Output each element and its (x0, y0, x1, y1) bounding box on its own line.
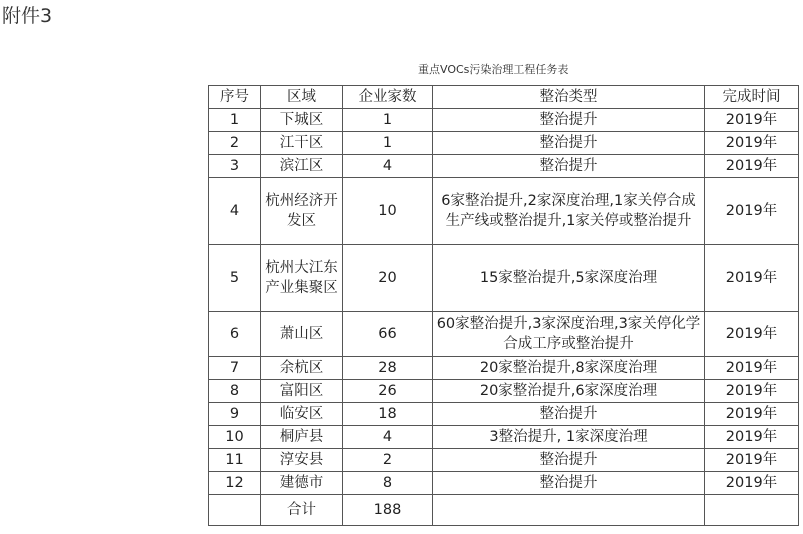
cell-area: 淳安县 (261, 449, 343, 472)
cell-type: 整治提升 (433, 132, 705, 155)
cell-area: 滨江区 (261, 155, 343, 178)
table-caption: 重点VOCs污染治理工程任务表 (418, 63, 569, 76)
table-row (209, 380, 799, 403)
cell-time: 2019年 (705, 245, 799, 312)
cell-area: 建德市 (261, 472, 343, 495)
table-row (209, 155, 799, 178)
header-time: 完成时间 (705, 86, 799, 109)
cell-count: 20 (343, 245, 433, 312)
total-count: 188 (343, 495, 433, 526)
cell-index: 12 (209, 472, 261, 495)
cell-time: 2019年 (705, 132, 799, 155)
cell-count: 28 (343, 357, 433, 380)
cell-time: 2019年 (705, 472, 799, 495)
cell-count: 8 (343, 472, 433, 495)
cell-area: 富阳区 (261, 380, 343, 403)
cell-count: 10 (343, 178, 433, 245)
cell-type: 60家整治提升,3家深度治理,3家关停化学合成工序或整治提升 (433, 312, 705, 357)
cell-count: 1 (343, 132, 433, 155)
cell-type: 3整治提升, 1家深度治理 (433, 426, 705, 449)
cell-type: 20家整治提升,8家深度治理 (433, 357, 705, 380)
cell-area: 杭州大江东产业集聚区 (261, 245, 343, 312)
cell-index: 11 (209, 449, 261, 472)
cell-count: 4 (343, 155, 433, 178)
cell-type: 整治提升 (433, 449, 705, 472)
cell-time: 2019年 (705, 426, 799, 449)
cell-area: 萧山区 (261, 312, 343, 357)
table-row (209, 472, 799, 495)
cell-type: 20家整治提升,6家深度治理 (433, 380, 705, 403)
cell-index: 7 (209, 357, 261, 380)
attachment-label: 附件3 (2, 5, 53, 27)
cell-type: 整治提升 (433, 472, 705, 495)
table-row (209, 245, 799, 312)
cell-count: 4 (343, 426, 433, 449)
cell-count: 2 (343, 449, 433, 472)
cell-count: 26 (343, 380, 433, 403)
table-row (209, 449, 799, 472)
table-header-row (209, 86, 799, 109)
table-row (209, 357, 799, 380)
cell-index: 5 (209, 245, 261, 312)
cell-time: 2019年 (705, 155, 799, 178)
cell-type: 6家整治提升,2家深度治理,1家关停合成生产线或整治提升,1家关停或整治提升 (433, 178, 705, 245)
table-row (209, 109, 799, 132)
cell-index: 10 (209, 426, 261, 449)
cell-time: 2019年 (705, 380, 799, 403)
cell-area: 杭州经济开发区 (261, 178, 343, 245)
cell-index: 9 (209, 403, 261, 426)
cell-area: 桐庐县 (261, 426, 343, 449)
cell-time: 2019年 (705, 357, 799, 380)
cell-time-empty (705, 495, 799, 526)
cell-type: 整治提升 (433, 109, 705, 132)
header-index: 序号 (209, 86, 261, 109)
cell-area: 临安区 (261, 403, 343, 426)
cell-type: 整治提升 (433, 403, 705, 426)
cell-area: 下城区 (261, 109, 343, 132)
cell-time: 2019年 (705, 403, 799, 426)
cell-count: 18 (343, 403, 433, 426)
cell-count: 1 (343, 109, 433, 132)
cell-area: 余杭区 (261, 357, 343, 380)
table-row (209, 132, 799, 155)
task-table (208, 85, 799, 526)
header-count: 企业家数 (343, 86, 433, 109)
cell-index: 4 (209, 178, 261, 245)
cell-type: 15家整治提升,5家深度治理 (433, 245, 705, 312)
cell-area: 江干区 (261, 132, 343, 155)
cell-type: 整治提升 (433, 155, 705, 178)
cell-index: 1 (209, 109, 261, 132)
cell-time: 2019年 (705, 109, 799, 132)
table-row (209, 426, 799, 449)
cell-time: 2019年 (705, 312, 799, 357)
cell-count: 66 (343, 312, 433, 357)
header-area: 区域 (261, 86, 343, 109)
cell-index: 3 (209, 155, 261, 178)
cell-index-empty (209, 495, 261, 526)
table-total-row (209, 495, 799, 526)
cell-index: 8 (209, 380, 261, 403)
cell-time: 2019年 (705, 449, 799, 472)
table-row (209, 178, 799, 245)
table-row (209, 403, 799, 426)
table-row (209, 312, 799, 357)
cell-index: 2 (209, 132, 261, 155)
cell-type-empty (433, 495, 705, 526)
cell-index: 6 (209, 312, 261, 357)
total-label: 合计 (261, 495, 343, 526)
header-type: 整治类型 (433, 86, 705, 109)
cell-time: 2019年 (705, 178, 799, 245)
